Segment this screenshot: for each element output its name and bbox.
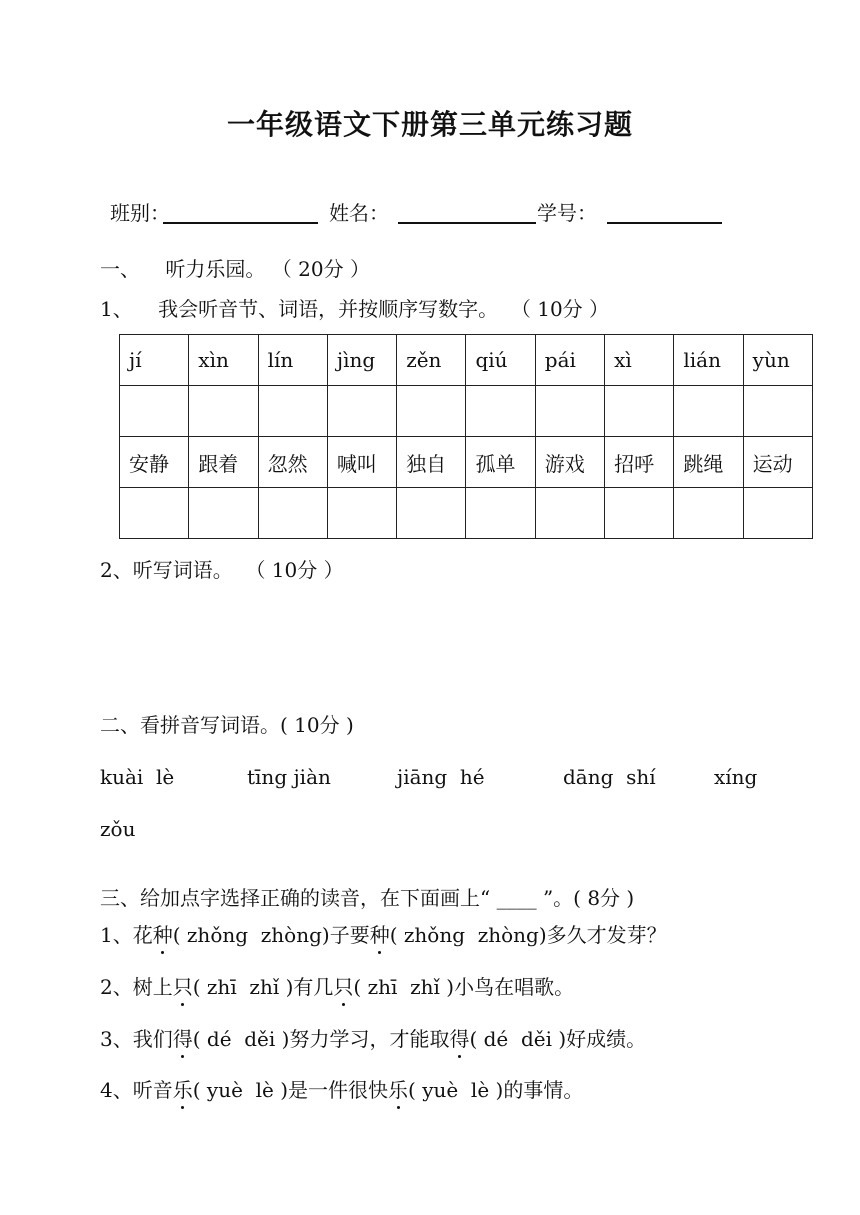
pronunciation-options[interactable]: ( zhī zhǐ ): [353, 975, 455, 999]
answer-cell[interactable]: [743, 386, 812, 437]
word-cell: 安静: [120, 437, 189, 488]
pronunciation-options[interactable]: ( yuè lè ): [192, 1078, 289, 1102]
word-cell: 独自: [397, 437, 466, 488]
number-label: 学号：: [537, 201, 597, 225]
pinyin-cell: xìn: [189, 335, 258, 386]
item-text: 1、花: [100, 923, 153, 947]
section1-question2: 2、听写词语。 （ 10分 ）: [100, 558, 344, 582]
word-cell: 游戏: [535, 437, 604, 488]
item-text: 多久才发芽？: [546, 923, 667, 947]
answer-cell[interactable]: [397, 386, 466, 437]
answer-cell[interactable]: [189, 488, 258, 539]
class-field[interactable]: [163, 222, 318, 224]
item-text: 3、我们: [100, 1027, 173, 1051]
section3-item: [100, 1077, 583, 1103]
answer-cell[interactable]: [120, 488, 189, 539]
pronunciation-options[interactable]: ( zhī zhǐ ): [192, 975, 294, 999]
answer-cell[interactable]: [258, 488, 327, 539]
answer-cell[interactable]: [189, 386, 258, 437]
pinyin-cell: zěn: [397, 335, 466, 386]
pronunciation-options[interactable]: ( dé děi ): [192, 1027, 290, 1051]
dotted-char: 得: [172, 1027, 193, 1051]
word-answer-row: [120, 488, 813, 539]
word-cell: 忽然: [258, 437, 327, 488]
word-cell: 跳绳: [674, 437, 743, 488]
dotted-char: 乐: [172, 1078, 193, 1102]
section2-pinyin: zǒu: [100, 817, 136, 841]
answer-cell[interactable]: [535, 488, 604, 539]
section2-pinyin: xíng: [714, 765, 758, 789]
section2-pinyin: dāng shí: [563, 765, 656, 789]
item-text: 有几: [293, 975, 334, 999]
answer-cell[interactable]: [466, 386, 535, 437]
answer-cell[interactable]: [258, 386, 327, 437]
section3-heading: 三、给加点字选择正确的读音，在下面画上“ ____ ”。( 8分 ): [100, 886, 635, 910]
pronunciation-options[interactable]: ( zhǒng zhòng): [172, 923, 330, 947]
section3-item: [100, 922, 667, 948]
dotted-char: 种: [369, 923, 390, 947]
item-text: 4、听音: [100, 1078, 173, 1102]
pinyin-cell: pái: [535, 335, 604, 386]
section2-pinyin: tīng jiàn: [247, 765, 331, 789]
pinyin-cell: yùn: [743, 335, 812, 386]
answer-cell[interactable]: [466, 488, 535, 539]
section1-heading: 一、 听力乐园。 （ 20分 ）: [100, 257, 370, 281]
name-label: 姓名：: [329, 201, 389, 225]
answer-cell[interactable]: [535, 386, 604, 437]
answer-cell[interactable]: [743, 488, 812, 539]
class-label: 班别：: [110, 201, 170, 225]
word-cell: 跟着: [189, 437, 258, 488]
answer-cell[interactable]: [605, 488, 674, 539]
pinyin-cell: xì: [605, 335, 674, 386]
answer-cell[interactable]: [397, 488, 466, 539]
word-cell: 喊叫: [327, 437, 396, 488]
section2-pinyin: kuài lè: [100, 765, 175, 789]
item-text: 2、树上: [100, 975, 173, 999]
dotted-char: 只: [172, 975, 193, 999]
pinyin-cell: qiú: [466, 335, 535, 386]
item-text: 是一件很快: [288, 1078, 389, 1102]
item-text: 的事情。: [503, 1078, 584, 1102]
section2-pinyin: jiāng hé: [397, 765, 485, 789]
section2-heading: 二、看拼音写词语。( 10分 ): [100, 713, 354, 737]
pinyin-cell: lián: [674, 335, 743, 386]
item-text: 努力学习，才能取: [289, 1027, 450, 1051]
pinyin-cell: lín: [258, 335, 327, 386]
item-text: 好成绩。: [566, 1027, 647, 1051]
pinyin-cell: jìng: [327, 335, 396, 386]
pronunciation-options[interactable]: ( dé děi ): [469, 1027, 567, 1051]
answer-cell[interactable]: [120, 386, 189, 437]
dotted-char: 得: [449, 1027, 470, 1051]
answer-cell[interactable]: [605, 386, 674, 437]
section3-item: [100, 974, 574, 1000]
word-cell: 孤单: [466, 437, 535, 488]
page-title: 一年级语文下册第三单元练习题: [226, 108, 633, 141]
number-field[interactable]: [607, 222, 722, 224]
item-text: 子要: [329, 923, 370, 947]
answer-cell[interactable]: [674, 488, 743, 539]
dotted-char: 乐: [388, 1078, 409, 1102]
listening-table: [119, 334, 813, 539]
section3-item: [100, 1026, 646, 1052]
pinyin-cell: jí: [120, 335, 189, 386]
item-text: 小鸟在唱歌。: [454, 975, 575, 999]
pronunciation-options[interactable]: ( yuè lè ): [408, 1078, 504, 1102]
answer-cell[interactable]: [327, 488, 396, 539]
pinyin-answer-row: [120, 386, 813, 437]
pronunciation-options[interactable]: ( zhǒng zhòng): [389, 923, 547, 947]
dotted-char: 种: [152, 923, 173, 947]
answer-cell[interactable]: [674, 386, 743, 437]
word-row: [120, 437, 813, 488]
section1-question1: 1、 我会听音节、词语，并按顺序写数字。 （ 10分 ）: [100, 297, 610, 321]
word-cell: 运动: [743, 437, 812, 488]
answer-cell[interactable]: [327, 386, 396, 437]
dotted-char: 只: [333, 975, 354, 999]
pinyin-row: [120, 335, 813, 386]
name-field[interactable]: [398, 222, 536, 224]
word-cell: 招呼: [605, 437, 674, 488]
